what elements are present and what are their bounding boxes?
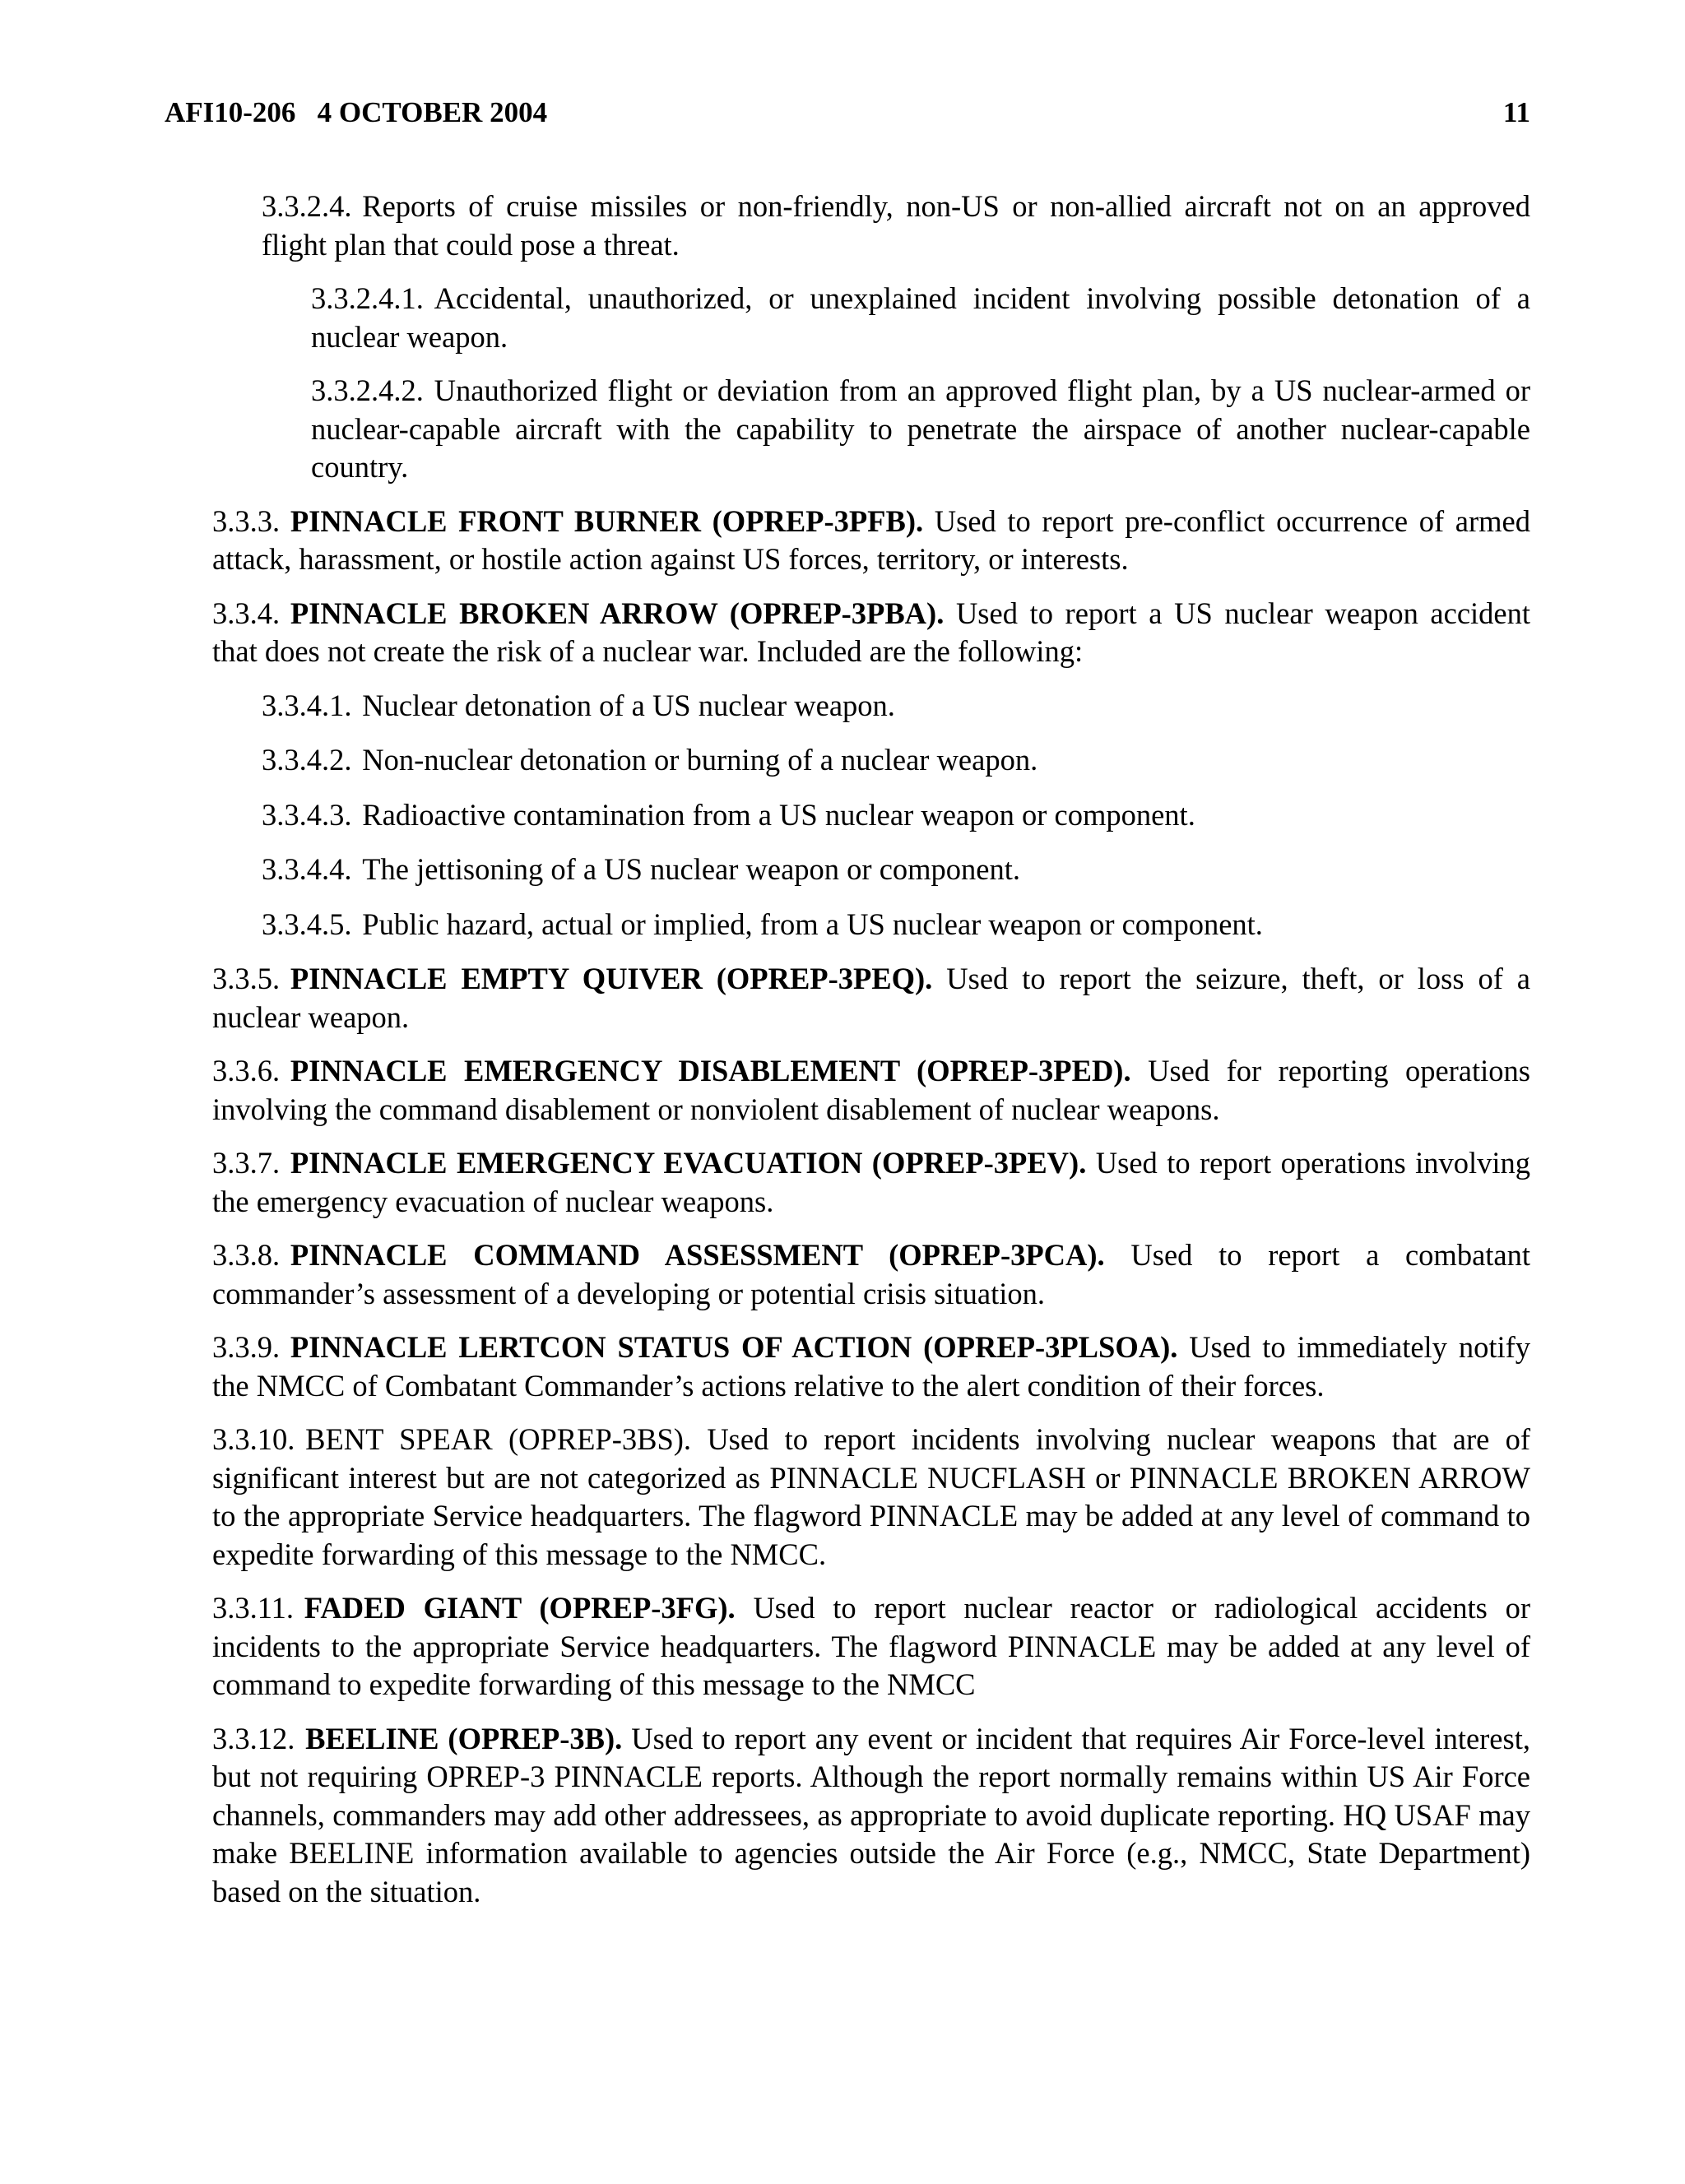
paragraph-number: 3.3.4.1. — [262, 688, 352, 722]
paragraph-number: 3.3.6. — [212, 1054, 281, 1087]
paragraph-number: 3.3.12. — [212, 1721, 295, 1755]
paragraph-3-3-4-3 — [262, 796, 1530, 835]
paragraph-text: Reports of cruise missiles or non-friendly, non-US or non-allied aircraft not on an approved flight plan that could pose a threat. — [262, 189, 1530, 262]
paragraph-3-3-4-1 — [262, 687, 1530, 726]
paragraph-text: Used to report nuclear reactor or radiological accidents or incidents to the appropriate Service headquarters. The flagword PINNACLE may be added at any level of command to expedite forwarding of this message to the NMCC — [212, 1591, 1531, 1701]
paragraph-text: Non-nuclear detonation or burning of a nuclear weapon. — [362, 743, 1038, 777]
paragraph-text: Used to report the seizure, theft, or loss of a nuclear weapon. — [212, 962, 1531, 1034]
paragraph-text: Used to report pre-conflict occurrence of armed attack, harassment, or hostile action against US forces, territory, or interests. — [212, 503, 1531, 576]
paragraph-3-3-9 — [212, 1328, 1530, 1405]
page-header — [165, 92, 1530, 133]
paragraph-text: Used to report any event or incident that requires Air Force-level interest, but not requiring OPREP-3 PINNACLE reports. Although the report normally remains within US Air Force channels, commanders may add other addressees, as appropriate to avoid duplicate reporting. HQ USAF may make BEELINE information available to agencies outside the Air Force (e.g., NMCC, State Department) based on the situation. — [212, 1721, 1530, 1908]
paragraph-number: 3.3.4.4. — [262, 852, 352, 886]
paragraph-3-3-10 — [212, 1421, 1530, 1574]
paragraph-text: Used to report a US nuclear weapon accident that does not create the risk of a nuclear war. Included are the following: — [212, 596, 1531, 668]
paragraph-text: Accidental, unauthorized, or unexplained incident involving possible detonation of a nuclear weapon. — [311, 281, 1530, 354]
paragraph-title: PINNACLE COMMAND ASSESSMENT (OPREP-3PCA). — [290, 1238, 1105, 1272]
paragraph-text: Public hazard, actual or implied, from a US nuclear weapon or component. — [362, 907, 1263, 941]
paragraph-text: Used to immediately notify the NMCC of Combatant Commander’s actions relative to the alert condition of their forces. — [212, 1330, 1531, 1403]
document-body — [212, 188, 1530, 1927]
paragraph-number: 3.3.4.2. — [262, 743, 352, 777]
paragraph-number: 3.3.5. — [212, 962, 281, 995]
paragraph-text: Used to report a combatant commander’s assessment of a developing or potential crisis situation. — [212, 1238, 1531, 1310]
paragraph-number: 3.3.2.4. — [262, 189, 352, 223]
paragraph-3-3-3 — [212, 503, 1530, 579]
paragraph-number: 3.3.11. — [212, 1591, 295, 1625]
paragraph-text: Used for reporting operations involving the command disablement or nonviolent disablement of nuclear weapons. — [212, 1054, 1530, 1126]
paragraph-title: PINNACLE EMPTY QUIVER (OPREP-3PEQ). — [290, 962, 933, 995]
paragraph-3-3-4-5 — [262, 906, 1530, 944]
paragraph-text: Used to report operations involving the emergency evacuation of nuclear weapons. — [212, 1146, 1531, 1218]
paragraph-3-3-8 — [212, 1236, 1530, 1313]
paragraph-3-3-4-2 — [262, 741, 1530, 780]
paragraph-3-3-2-4-1 — [311, 280, 1530, 356]
paragraph-number: 3.3.9. — [212, 1330, 281, 1364]
paragraph-3-3-6 — [212, 1052, 1530, 1129]
paragraph-title: BEELINE (OPREP-3B). — [305, 1721, 623, 1755]
paragraph-3-3-11 — [212, 1589, 1530, 1704]
paragraph-title: FADED GIANT (OPREP-3FG). — [304, 1591, 736, 1625]
paragraph-title: PINNACLE FRONT BURNER (OPREP-3PFB). — [290, 503, 924, 538]
paragraph-3-3-7 — [212, 1144, 1530, 1221]
paragraph-number: 3.3.4. — [212, 596, 281, 630]
paragraph-title: PINNACLE EMERGENCY EVACUATION (OPREP-3PEV). — [290, 1146, 1087, 1180]
paragraph-text: Unauthorized flight or deviation from an approved flight plan, by a US nuclear-armed or nuclear-capable aircraft with the capability to penetrate the airspace of another nuclear-capable country. — [311, 373, 1530, 484]
paragraph-title: PINNACLE LERTCON STATUS OF ACTION (OPREP-3PLSOA). — [290, 1330, 1178, 1364]
page-number: 11 — [1502, 96, 1530, 128]
paragraph-number: 3.3.4.3. — [262, 797, 352, 832]
paragraph-3-3-12 — [212, 1720, 1530, 1912]
paragraph-text: Nuclear detonation of a US nuclear weapon. — [362, 688, 895, 722]
paragraph-text: Radioactive contamination from a US nuclear weapon or component. — [362, 797, 1195, 832]
paragraph-3-3-5 — [212, 960, 1530, 1036]
paragraph-title: PINNACLE BROKEN ARROW (OPREP-3PBA). — [290, 596, 945, 630]
paragraph-number: 3.3.2.4.1. — [311, 281, 424, 315]
paragraph-3-3-4-4 — [262, 851, 1530, 889]
paragraph-3-3-2-4 — [262, 188, 1530, 264]
paragraph-number: 3.3.8. — [212, 1238, 281, 1272]
paragraph-3-3-4 — [212, 595, 1530, 671]
paragraph-number: 3.3.10. — [212, 1422, 295, 1456]
paragraph-title: PINNACLE EMERGENCY DISABLEMENT (OPREP-3PED). — [290, 1054, 1131, 1087]
paragraph-text: The jettisoning of a US nuclear weapon or component. — [362, 852, 1021, 886]
paragraph-number: 3.3.7. — [212, 1146, 281, 1180]
paragraph-text: BENT SPEAR (OPREP-3BS). Used to report incidents involving nuclear weapons that are of significant interest but are not categorized as PINNACLE NUCFLASH or PINNACLE BROKEN ARROW to the appropriate Service headquarters. The flagword PINNACLE may be added at any level of command to expedite forwarding of this message to the NMCC. — [212, 1422, 1530, 1571]
paragraph-3-3-2-4-2 — [311, 372, 1530, 487]
paragraph-number: 3.3.3. — [212, 503, 281, 538]
document-id: AFI10-206 4 OCTOBER 2004 — [165, 96, 548, 128]
paragraph-number: 3.3.4.5. — [262, 907, 352, 941]
paragraph-number: 3.3.2.4.2. — [311, 373, 424, 407]
